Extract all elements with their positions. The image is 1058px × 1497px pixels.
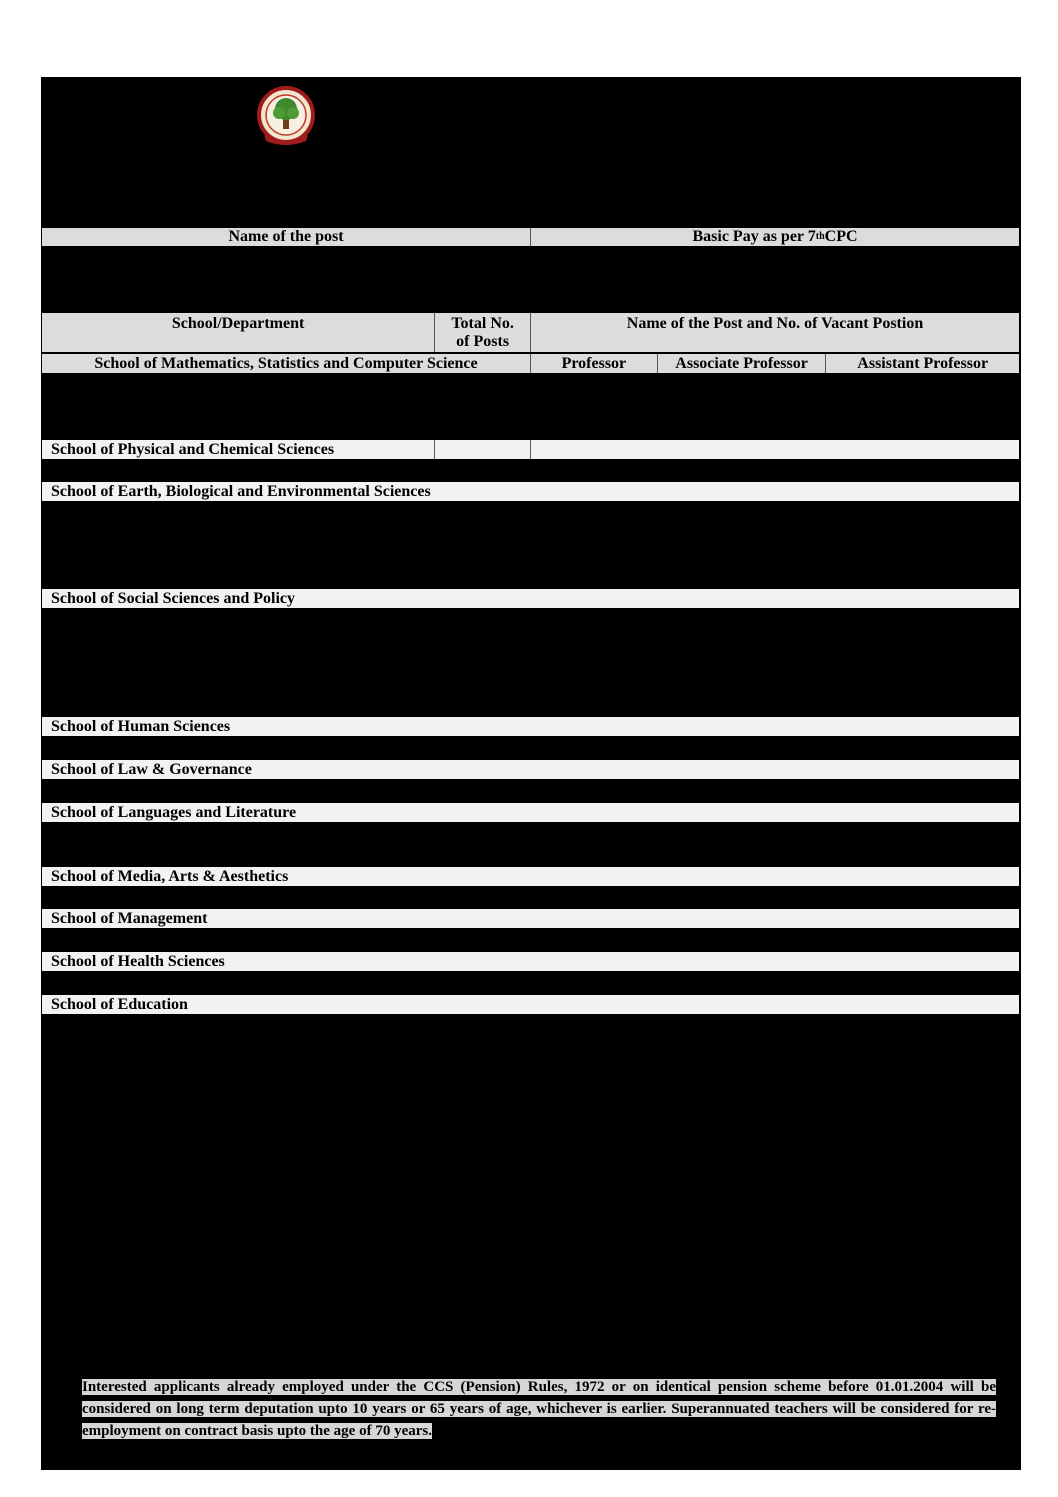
col-post-vacancy: Name of the Post and No. of Vacant Postion <box>626 315 924 332</box>
school-row: School of Languages and Literature <box>41 802 1020 823</box>
col-post-name: Name of the post <box>42 228 531 246</box>
school-row: School of Health Sciences <box>41 951 1020 972</box>
university-logo-icon <box>254 85 318 149</box>
col-total-posts: Total No. of Posts <box>435 313 531 352</box>
total-posts-cell <box>435 440 531 459</box>
school-row: School of Earth, Biological and Environmental Sciences <box>41 481 1020 502</box>
document-page <box>41 77 1021 1470</box>
vacancy-table-header <box>41 312 1020 353</box>
school-row-label: School of Mathematics, Statistics and Computer Science <box>42 354 531 373</box>
col-associate-professor: Associate Professor <box>658 354 827 373</box>
school-row: School of Law & Governance <box>41 759 1020 780</box>
pension-note: Interested applicants already employed under the CCS (Pension) Rules, 1972 or on identical pension scheme before 01.01.2004 will be considered on long term deputation upto 10 years or 65 years of age, whichever is earlier. Superannuated teachers will be considered for re-employment on contract basis upto the age of 70 years. <box>82 1379 996 1439</box>
vacancy-cell <box>531 440 1019 459</box>
school-row: School of Human Sciences <box>41 716 1020 737</box>
pay-table-header <box>41 227 1020 247</box>
col-basic-pay: Basic Pay as per 7 th CPC <box>692 228 858 245</box>
school-row: School of Management <box>41 908 1020 929</box>
col-school: School/Department <box>42 313 435 352</box>
school-row: School of Education <box>41 994 1020 1015</box>
col-assistant-professor: Assistant Professor <box>857 354 989 372</box>
col-professor: Professor <box>531 354 658 373</box>
school-row <box>41 439 1020 460</box>
subheader-row <box>41 353 1020 374</box>
school-row: School of Social Sciences and Policy <box>41 588 1020 609</box>
school-row: School of Media, Arts & Aesthetics <box>41 866 1020 887</box>
school-row-label: School of Physical and Chemical Sciences <box>42 440 435 459</box>
